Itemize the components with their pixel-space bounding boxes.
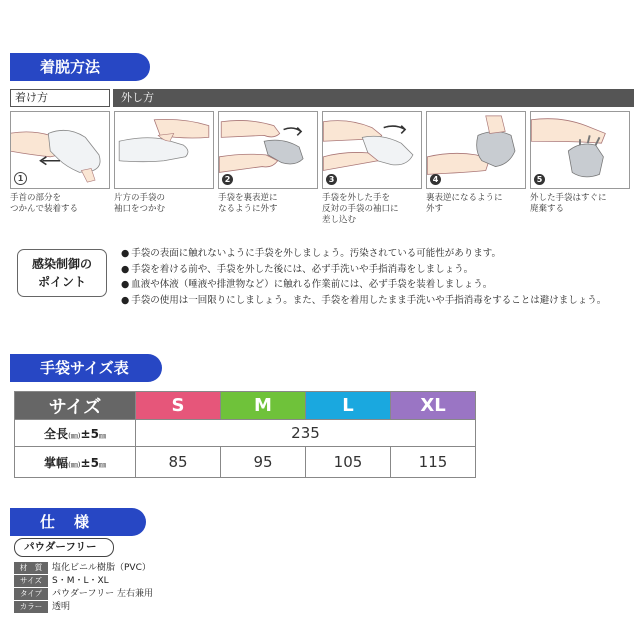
- step-panel-1: [10, 111, 110, 189]
- spec-row-color: [14, 601, 70, 613]
- step-caption-2: 片方の手袋の 袖口をつかむ: [114, 193, 166, 214]
- step-caption-4: 手袋を外した手を 反対の手袋の袖口に 差し込む: [322, 193, 399, 225]
- spec-value: S・M・L・XL: [52, 576, 109, 586]
- size-header-label: サイズ: [15, 392, 136, 420]
- step-panel-6: [530, 111, 630, 189]
- bullet-item: ● 血液や体液（唾液や排泄物など）に触れる作業前には、必ず手袋を装着しましょう。: [121, 277, 606, 293]
- step-number-2: 2: [222, 174, 233, 185]
- spec-key: カラー: [14, 601, 48, 613]
- step-caption-5: 裏表逆になるように 外す: [426, 193, 503, 214]
- bullet-item: ● 手袋の使用は一回限りにしましょう。また、手袋を着用したまま手洗いや手指消毒をすることは避けましょう。: [121, 293, 606, 309]
- section-title-spec: 仕 様: [10, 508, 146, 536]
- section-title-size-table: 手袋サイズ表: [10, 354, 162, 382]
- glove-peel-illustration: [219, 112, 317, 188]
- step-caption-6: 外した手袋はすぐに 廃棄する: [530, 193, 607, 214]
- palm-row-label: 掌幅(㎜)±5㎜: [15, 447, 136, 478]
- step-caption-3: 手袋を裏表逆に なるように外す: [218, 193, 278, 214]
- palm-value-xl: 115: [391, 447, 476, 478]
- spec-value: 透明: [52, 602, 71, 612]
- tab-remove: 外し方: [113, 89, 634, 107]
- glove-dispose-illustration: [531, 112, 629, 188]
- tab-wear: 着け方: [10, 89, 110, 107]
- length-row-label: 全長(㎜)±5㎜: [15, 420, 136, 447]
- bullet-item: ● 手袋の表面に触れないように手袋を外しましょう。汚染されている可能性があります。: [121, 246, 606, 262]
- glove-insert-fingers-illustration: [323, 112, 421, 188]
- spec-row-type: [14, 588, 153, 600]
- glove-inside-out-illustration: [427, 112, 525, 188]
- powder-free-badge: パウダーフリー: [14, 538, 114, 557]
- length-value: 235: [136, 420, 476, 447]
- palm-value-s: 85: [136, 447, 221, 478]
- infection-control-bullets: [121, 246, 606, 308]
- spec-key: 材 質: [14, 562, 48, 574]
- step-panel-2: [114, 111, 214, 189]
- spec-row-material: [14, 562, 151, 574]
- bullet-item: ● 手袋を着ける前や、手袋を外した後には、必ず手洗いや手指消毒をしましょう。: [121, 262, 606, 278]
- step-panel-5: [426, 111, 526, 189]
- spec-row-size: [14, 575, 109, 587]
- step-number-5: 5: [534, 174, 545, 185]
- spec-key: タイプ: [14, 588, 48, 600]
- size-header-xl: XL: [391, 392, 476, 420]
- size-header-l: L: [306, 392, 391, 420]
- spec-key: サイズ: [14, 575, 48, 587]
- glove-grab-cuff-illustration: [115, 112, 213, 188]
- spec-value: 塩化ビニル樹脂（PVC）: [52, 563, 151, 573]
- infection-control-point-box: 感染制御の ポイント: [17, 249, 107, 297]
- section-title-wear-remove: 着脱方法: [10, 53, 150, 81]
- spec-value: パウダーフリー 左右兼用: [52, 589, 153, 599]
- size-header-m: M: [221, 392, 306, 420]
- step-number-3: 3: [326, 174, 337, 185]
- step-caption-1: 手首の部分を つかんで装着する: [10, 193, 79, 214]
- palm-value-m: 95: [221, 447, 306, 478]
- size-header-s: S: [136, 392, 221, 420]
- step-panel-4: [322, 111, 422, 189]
- step-panel-3: [218, 111, 318, 189]
- palm-value-l: 105: [306, 447, 391, 478]
- size-table: [14, 391, 476, 478]
- step-number-1: 1: [14, 172, 27, 185]
- step-number-4: 4: [430, 174, 441, 185]
